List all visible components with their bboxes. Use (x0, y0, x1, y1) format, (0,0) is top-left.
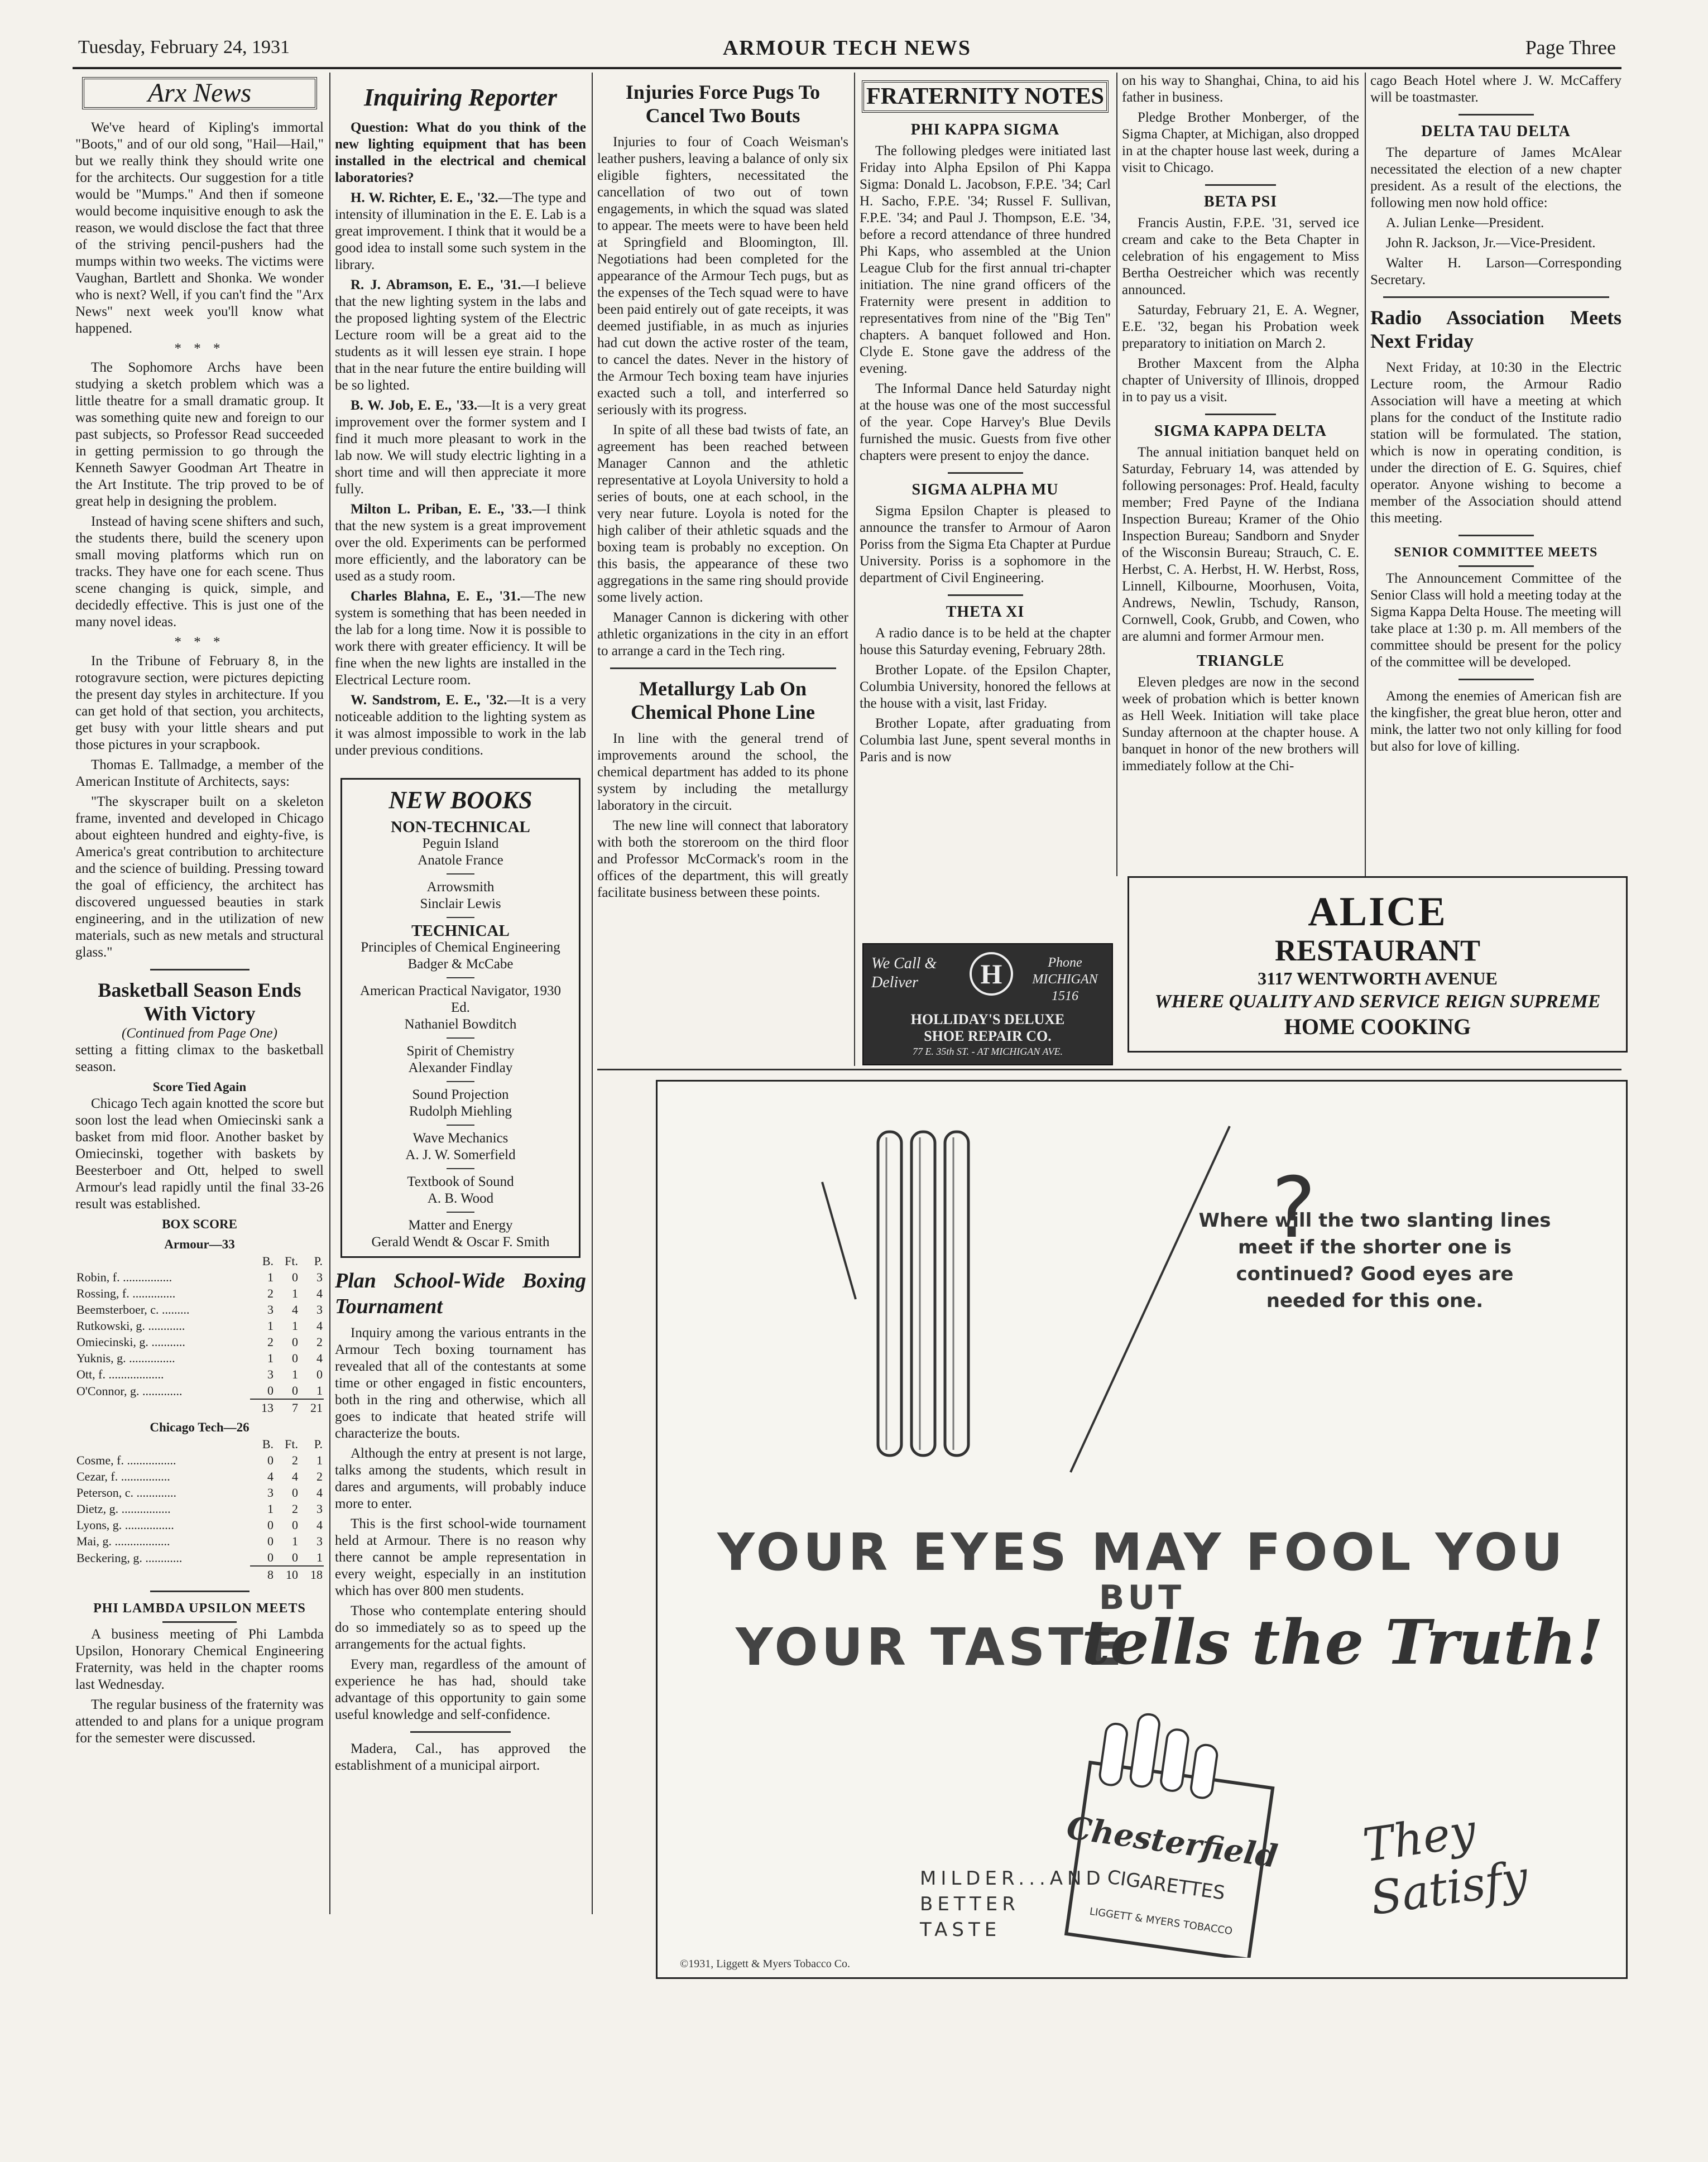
column-rule (854, 73, 855, 1066)
divider (447, 1125, 474, 1126)
boxing-p5: Every man, regardless of the amount of experience he has had, should take advantage of this opportunity to gain some useful knowledge and self-confidence. (335, 1657, 586, 1722)
divider (1205, 414, 1277, 415)
senior-committee-headline: SENIOR COMMITTEE MEETS (1394, 545, 1598, 560)
inquiring-reporter-title: Inquiring Reporter (364, 84, 557, 111)
continued-note: (Continued from Page One) (122, 1026, 277, 1041)
chicago-team-title: Chicago Tech—26 (150, 1420, 250, 1434)
column-5 (1122, 73, 1359, 778)
airport-filler: Madera, Cal., has approved the establishment of a municipal airport. (335, 1741, 586, 1773)
ad-headline-taste: YOUR TASTE (736, 1617, 1125, 1677)
reporter-answer: Charles Blahna, E. E., '31.—The new system is something that has been needed in the lab for a long time. Now it is possible to work there with greater efficiency. It will be fine when the new lights are installed in the Electrical Lecture room. (335, 589, 586, 688)
frat-paragraph: on his way to Shanghai, China, to aid his father in business. (1122, 73, 1359, 105)
table-row: Mai, g. .................. 0 1 3 (76, 1534, 323, 1548)
frat-paragraph: Walter H. Larson—Corresponding Secretary. (1370, 256, 1621, 287)
armour-team-title: Armour—33 (164, 1237, 235, 1251)
holliday-shop: SHOE REPAIR CO. (924, 1028, 1052, 1044)
book-title: American Practical Navigator, 1930 Ed. (360, 983, 561, 1015)
basketball-headline: Basketball Season Ends With Victory (98, 979, 301, 1025)
table-row: Cezar, f. ................ 4 4 2 (76, 1469, 323, 1483)
table-row: Peterson, c. ............. 3 0 4 (76, 1486, 323, 1500)
issue-date: Tuesday, February 24, 1931 (78, 37, 290, 57)
divider (447, 917, 474, 918)
question-mark-icon: ? (1272, 1160, 1316, 1257)
radio-headline: Radio Association Meets Next Friday (1370, 306, 1621, 352)
pugs-p3: Manager Cannon is dickering with other athletic organizations in the city in an effort to arrange a card in the Tech ring. (597, 610, 848, 659)
reporter-answer: B. W. Job, E. E., '33.—It is a very great improvement over the former system and I find it much more pleasant to work in the lab now. We will study electric lighting in a short time and will then appreciate it more fully. (335, 398, 586, 497)
basketball-p1: setting a fitting climax to the basketball season. (75, 1042, 324, 1074)
table-row: Dietz, g. ................ 1 2 3 (76, 1502, 323, 1516)
arx-p1: We've heard of Kipling's immortal "Boots," and of our old song, "Hail—Hail," but we really think they should write one for the architects. Our suggestion for a title would be "Mumps." And then if someone would become inquisitive enough to ask the reason, we would disclose the fact that three of the striving pencil-pushers had the mumps within two weeks. The victims were Vaughan, Bartlett and Shonka. We wonder who is next? Well, if you can't find the "Arx News" next week you'll know what happened. (75, 120, 324, 336)
new-books-box (340, 778, 580, 1258)
boxing-p2: Although the entry at present is not large, talks among the students, which result in dares and arguments, will probably induce more to enter. (335, 1446, 586, 1511)
book-author: Badger & McCabe (407, 957, 514, 972)
tube (878, 1132, 901, 1455)
column-1 (75, 73, 324, 1750)
ad-headline-eyes: YOUR EYES MAY FOOL YOU (717, 1522, 1566, 1582)
separator-stars: * * * (174, 635, 225, 650)
book-author: A. J. W. Somerfield (405, 1147, 516, 1162)
holliday-we-call: We Call & Deliver (871, 955, 937, 991)
milder-slogan: MILDER...AND BETTER TASTE (920, 1867, 1105, 1941)
alice-restaurant-ad (1128, 876, 1628, 1053)
ad-headline-but: BUT (1098, 1578, 1185, 1617)
divider (1205, 184, 1277, 186)
table-row: Yuknis, g. ............... 1 0 4 (76, 1351, 323, 1365)
phi-lambda-p2: The regular business of the fraternity was attended to and plans for a unique program for the semester were discussed. (75, 1697, 324, 1746)
book-title: Wave Mechanics (412, 1131, 508, 1146)
frat-paragraph: Pledge Brother Monberger, of the Sigma Chapter, at Michigan, also dropped in at the chapter house last week, during a visit to Chicago. (1122, 110, 1359, 175)
divider (447, 1037, 474, 1039)
tube-group (878, 1132, 968, 1455)
table-row: Robin, f. ................ 1 0 3 (76, 1270, 323, 1284)
separator-stars: * * * (174, 341, 225, 356)
phi-lambda-p1: A business meeting of Phi Lambda Upsilon, Honorary Chemical Engineering Fraternity, was held in the chapter rooms last Wednesday. (75, 1627, 324, 1692)
reporter-question: Question: What do you think of the new lighting equipment that has been installed in the electrical and chemical laboratories? (335, 120, 586, 185)
pugs-p2: In spite of all these bad twists of fate, an agreement has been reached between Manager Cannon and the athletic representative at Loyola University to hold a series of bouts, one at each school, in the very near future. Loyola is noted for the high caliber of their athletic squads and the boxing team is probably no exception. On this basis, the appearance of these two aggregations in the same ring should provide some lively action. (597, 422, 848, 605)
armour-box-score (75, 1253, 324, 1416)
frat-heading-triangle: TRIANGLE (1196, 652, 1285, 670)
divider (150, 1591, 250, 1592)
divider (1458, 679, 1534, 680)
alice-home-cooking: HOME COOKING (1284, 1014, 1471, 1039)
fish-filler: Among the enemies of American fish are the kingfisher, the great blue heron, otter and mink, the latter two not only killing for food but also for love of killing. (1370, 689, 1621, 754)
divider (1458, 114, 1534, 116)
boxing-p1: Inquiry among the various entrants in the Armour Tech boxing tournament has revealed that all of the contestants at some time or other engaged in fistic encounters, both in the ring and otherwise, which all goes to indicate that heated strife will characterize the bouts. (335, 1325, 586, 1441)
new-books-title: NEW BOOKS (388, 786, 532, 814)
book-author: Rudolph Miehling (409, 1104, 512, 1119)
totals-row: 13 7 21 (75, 1399, 324, 1416)
boxing-p3: This is the first school-wide tournament held at Armour. There is no reason why there cannot be ample representation in every weight, especially in an institution which has over 800 men students. (335, 1516, 586, 1598)
divider (150, 969, 250, 971)
frat-paragraph: A. Julian Lenke—President. (1386, 215, 1544, 230)
frat-heading-delta-tau-delta: DELTA TAU DELTA (1421, 123, 1571, 140)
column-6 (1370, 73, 1621, 758)
book-author: Nathaniel Bowditch (404, 1017, 517, 1032)
non-technical-heading: NON-TECHNICAL (391, 818, 530, 836)
frat-heading-theta-xi: THETA XI (946, 603, 1025, 621)
section-rule (597, 1069, 1621, 1070)
basketball-p2: Chicago Tech again knotted the score but soon lost the lead when Omiecinski sank a basket from mid floor. Another basket by Omiecinski, together with baskets by Beesterboer and Ott, helped to swell Armour's lead rapidly until the final 33-26 result was established. (75, 1096, 324, 1212)
metallurgy-p1: In line with the general trend of improvements around the school, the chemical department has added to its phone system by including the metallurgy laboratory in the circuit. (597, 731, 848, 813)
pack-cigarettes: CIGARETTES (1106, 1866, 1227, 1905)
divider (162, 1621, 237, 1623)
arx-p6: "The skyscraper built on a skeleton frame, invented and developed in Chicago about eighteen hundred and eighty-five, is America's great contribution to architecture and the science of building. Pressing toward the goal of efficiency, the architect has discovered unguessed beauties in stark engineering, and in the utilization of new materials, such as new metals and structural glass." (75, 794, 324, 960)
phi-lambda-headline: PHI LAMBDA UPSILON MEETS (93, 1601, 306, 1616)
table-row: Omiecinski, g. ........... 2 0 2 (76, 1335, 323, 1349)
table-row: Cosme, f. ................ 0 2 1 (76, 1453, 323, 1467)
divider (447, 1212, 474, 1213)
radio-p1: Next Friday, at 10:30 in the Electric Lecture room, the Armour Radio Association will have a meeting at which plans for the conduct of the Institute radio station will be formulated. The station, which is now in operating condition, is under the direction of E. G. Squires, chief operator. Anyone wishing to become a member of the Association should attend this meeting. (1370, 360, 1621, 526)
paper-name: ARMOUR TECH NEWS (722, 36, 972, 60)
divider (1458, 565, 1534, 567)
column-rule (329, 73, 330, 1914)
frat-paragraph: Saturday, February 21, E. A. Wegner, E.E. '32, began his Probation week preparatory to initiation on March 2. (1122, 302, 1359, 351)
table-row: O'Connor, g. ............. 0 0 1 (76, 1383, 323, 1398)
divider (948, 594, 1023, 596)
boxing-headline: Plan School-Wide Boxing Tournament (335, 1269, 586, 1318)
column-rule (592, 73, 593, 1914)
box-score-header: B. Ft. P. (262, 1437, 323, 1451)
totals-row: 8 10 18 (75, 1566, 324, 1583)
boxing-p4: Those who contemplate entering should do so immediately so as to speed up the arrangements for the actual fights. (335, 1603, 586, 1652)
holliday-name: HOLLIDAY'S DELUXE (910, 1011, 1065, 1027)
column-2 (335, 73, 586, 1777)
arx-p2: The Sophomore Archs have been studying a sketch problem which was a little theatre for a small dramatic group. It was something quite new and foreign to our past subjects, so Professor Read succeeded in getting permission to go through the Kenneth Sawyer Goodman Art Theatre in the Art Institute. The trip proved to be of great help in designing the problem. (75, 360, 324, 509)
box-score-header: B. Ft. P. (262, 1254, 323, 1268)
ad-headline-truth: tells the Truth! (1082, 1606, 1604, 1678)
alice-name: ALICE (1308, 889, 1447, 935)
frat-paragraph: The departure of James McAlear necessitated the election of a new chapter president. As a result of the elections, the following men now hold office: (1370, 145, 1621, 210)
alice-address: 3117 WENTWORTH AVENUE (1258, 968, 1498, 988)
frat-heading-sigma-alpha-mu: SIGMA ALPHA MU (911, 481, 1059, 498)
book-title: Peguin Island (422, 836, 499, 851)
frat-paragraph: Eleven pledges are now in the second week of probation which is better known as Hell Week. Initiation will take place Sunday afternoon at the chapter house. A banquet in honor of the new brothers will immediately follow at the Chi- (1122, 675, 1359, 773)
divider (410, 1731, 511, 1733)
tube (911, 1132, 935, 1455)
chesterfield-ad (656, 1080, 1628, 1979)
book-author: A. B. Wood (427, 1191, 494, 1206)
book-title: Textbook of Sound (407, 1174, 514, 1189)
table-row: Ott, f. .................. 3 1 0 (76, 1367, 323, 1381)
divider (948, 472, 1023, 474)
divider (1383, 296, 1609, 298)
divider (447, 1081, 474, 1082)
arx-news-title: Arx News (82, 77, 317, 109)
frat-paragraph: Brother Lopate, after graduating from Columbia last June, spent several months in Paris and is now (860, 716, 1111, 765)
divider (447, 977, 474, 978)
pugs-p1: Injuries to four of Coach Weisman's leather pushers, leaving a balance of only six eligible fighters, necessitated the cancellation of two out of town engagements, in which the squad was slated to appear. The meets were to have been held at Springfield and Bloomington, Ill. Negotiations had been completed for the appearance of the Armour Tech pugs, but as the expenses of the Tech squad were to have been paid entirely out of gate receipts, it was deemed justifiable, in as much as injuries had cut down the active roster of the team, to cancel the dates. Never in the history of the Armour Tech boxing team have injuries exacted such a toll, and interferred so seriously with its progress. (597, 134, 848, 417)
column-3 (597, 73, 848, 905)
frat-paragraph: The annual initiation banquet held on Saturday, February 14, was attended by following personages: Prof. Heald, faculty member; Fred Payne of the Indiana Inspection Bureau; Kramer of the Ohio Inspection Bureau; Sandborn and Snyder of the Wisconsin Bureau; Strauch, C. E. Herbst, C. A. Herbst, H. W. Herbst, Ross, Linnell, Kilbourne, Moorhusen, Voita, Andrews, Newlin, Tschudy, Ranson, Cornwell, Cook, Grubb, and Cowen, who are alumni and former Armour men. (1122, 445, 1359, 644)
pack-brand: Chesterfield (1064, 1809, 1280, 1876)
table-row: Beckering, g. ............ 0 0 1 (76, 1550, 323, 1565)
holliday-address: 77 E. 35th ST. - AT MICHIGAN AVE. (912, 1046, 1063, 1057)
technical-heading: TECHNICAL (411, 922, 510, 940)
frat-paragraph: The Informal Dance held Saturday night at the house was one of the most successful of the year. Cope Harvey's Blue Devils furnished the music. Guests from five other chapters were present to enjoy the dance. (860, 381, 1111, 463)
top-rule (73, 67, 1621, 69)
alice-restaurant: RESTAURANT (1274, 934, 1481, 967)
frat-heading-sigma-kappa-delta: SIGMA KAPPA DELTA (1154, 422, 1327, 440)
book-author: Sinclair Lewis (420, 896, 501, 911)
holliday-phone: Phone MICHIGAN 1516 (1032, 955, 1098, 1003)
arx-p3: Instead of having scene shifters and such, the students there, build the scenery upon small moving platforms which run on tracks. They have one for each scene. Thus scene changing is quick, simple, and decidedly effective. This is just one of the many novel ideas. (75, 514, 324, 630)
frat-paragraph: John R. Jackson, Jr.—Vice-President. (1386, 236, 1596, 251)
book-title: Principles of Chemical Engineering (361, 940, 560, 955)
fraternity-notes-title: FRATERNITY NOTES (862, 80, 1109, 113)
metallurgy-headline: Metallurgy Lab On Chemical Phone Line (631, 678, 815, 723)
alice-slogan: WHERE QUALITY AND SERVICE REIGN SUPREME (1154, 991, 1601, 1012)
frat-paragraph: Sigma Epsilon Chapter is pleased to announce the transfer to Armour of Aaron Poriss from the Sigma Eta Chapter at Purdue University. Poriss is a sophomore in the department of Civil Engineering. (860, 503, 1111, 585)
frat-heading-phi-kappa-sigma: PHI KAPPA SIGMA (910, 121, 1060, 138)
holliday-logo-icon: H (970, 952, 1013, 996)
arx-p5: Thomas E. Tallmadge, a member of the American Institute of Architects, says: (75, 757, 324, 789)
divider (447, 873, 474, 875)
pack-maker: LIGGETT & MYERS TOBACCO (1088, 1905, 1234, 1938)
column-rule (1116, 73, 1117, 876)
frat-paragraph: Brother Maxcent from the Alpha chapter of University of Illinois, dropped in to pay us a visit. (1122, 356, 1359, 405)
book-title: Arrowsmith (426, 880, 495, 895)
table-row: Rutkowski, g. ............ 1 1 4 (76, 1319, 323, 1333)
divider (447, 1168, 474, 1169)
masthead (73, 33, 1621, 67)
pugs-headline: Injuries Force Pugs To Cancel Two Bouts (625, 81, 821, 127)
holliday-shoe-repair-ad (862, 943, 1113, 1065)
page-number: Page Three (1525, 36, 1616, 59)
book-author: Gerald Wendt & Oscar F. Smith (371, 1234, 550, 1250)
book-title: Sound Projection (412, 1087, 509, 1102)
tube (945, 1132, 968, 1455)
they-satisfy-slogan: They Satisfy (1360, 1804, 1532, 1926)
frat-paragraph: cago Beach Hotel where J. W. McCaffery will be toastmaster. (1370, 73, 1621, 105)
table-row: Lyons, g. ................ 0 0 4 (76, 1518, 323, 1532)
divider (610, 667, 836, 669)
book-author: Alexander Findlay (408, 1060, 513, 1075)
frat-paragraph: A radio dance is to be held at the chapter house this Saturday evening, February 28th. (860, 626, 1111, 657)
table-row: Beemsterboer, c. ......... 3 4 3 (76, 1303, 323, 1317)
metallurgy-p2: The new line will connect that laboratory with both the storeroom on the third floor and Professor McCormack's room in the offices of the department, this will greatly facilitate business between these points. (597, 818, 848, 900)
column-4 (860, 73, 1111, 769)
frat-heading-beta-psi: BETA PSI (1203, 193, 1278, 210)
box-score-title: BOX SCORE (162, 1217, 237, 1231)
frat-paragraph: Brother Lopate. of the Epsilon Chapter, Columbia University, honored the fellows at the house with a visit, last Friday. (860, 662, 1111, 711)
reporter-answer: Milton L. Priban, E. E., '33.—I think that the new system is a great improvement over the old. Experiments can be performed more efficiently, and the laboratory can be used as a study room. (335, 502, 587, 584)
chicago-box-score (75, 1436, 324, 1583)
copyright-line: ©1931, Liggett & Myers Tobacco Co. (680, 1958, 851, 1970)
divider (1458, 535, 1534, 536)
table-row: Rossing, f. .............. 2 1 4 (76, 1286, 323, 1300)
reporter-answer: W. Sandstrom, E. E., '32.—It is a very noticeable addition to the lighting system as it was almost impossible to work in the lab under previous conditions. (335, 693, 586, 758)
reporter-answer: H. W. Richter, E. E., '32.—The type and intensity of illumination in the E. E. Lab is a great improvement. I think that it would be a good idea to install some such system in the library. (335, 190, 586, 272)
short-slanting-line (822, 1182, 856, 1299)
book-title: Spirit of Chemistry (406, 1044, 515, 1059)
column-rule (1365, 73, 1366, 876)
book-author: Anatole France (418, 853, 503, 868)
frat-paragraph: The following pledges were initiated last Friday into Alpha Epsilon of Phi Kappa Sigma: Donald L. Jacobson, F.P.E. '34; Carl H. Sacho, F.P.E. '34; Russel F. Sullivan, F.P.E. '34; and Paul J. Thompson, E.E. '34, before a record attendance of three hundred Phi Kaps, who assembled at the Union League Club for the first annual tri-chapter initiation. The nine grand officers of the Fraternity were present in addition to representatives from nine of the "Big Ten" chapters. A banquet followed and Hon. Clyde E. Stone gave the address of the evening. (860, 143, 1111, 376)
reporter-answer: R. J. Abramson, E. E., '31.—I believe that the new lighting system in the labs and the proposed lighting system of the Electric Lecture room will be a great aid to the students as it will lessen eye strain. I hope that in the near future the entire building will be so lighted. (335, 277, 586, 393)
illusion-question: Where will the two slanting lines meet if the shorter one is continued? Good eyes are needed for this one. (1198, 1209, 1551, 1312)
senior-p1: The Announcement Committee of the Senior Class will hold a meeting today at the Sigma Kappa Delta House. The meeting will take place at 1:30 p. m. All members of the committee should be present for the policy of the committee will be developed. (1370, 571, 1621, 670)
arx-p4: In the Tribune of February 8, in the rotogravure section, were pictures depicting the present day styles in architecture. If you can get hold of that section, you architects, get busy with your little shears and put those pictures in your scrapbook. (75, 654, 324, 752)
subhead-score-tied: Score Tied Again (152, 1080, 247, 1094)
book-title: Matter and Energy (408, 1218, 513, 1233)
frat-paragraph: Francis Austin, F.P.E. '31, served ice cream and cake to the Beta Chapter in celebration of his engagement to Miss Bertha Oestreicher which was recently announced. (1122, 215, 1359, 297)
